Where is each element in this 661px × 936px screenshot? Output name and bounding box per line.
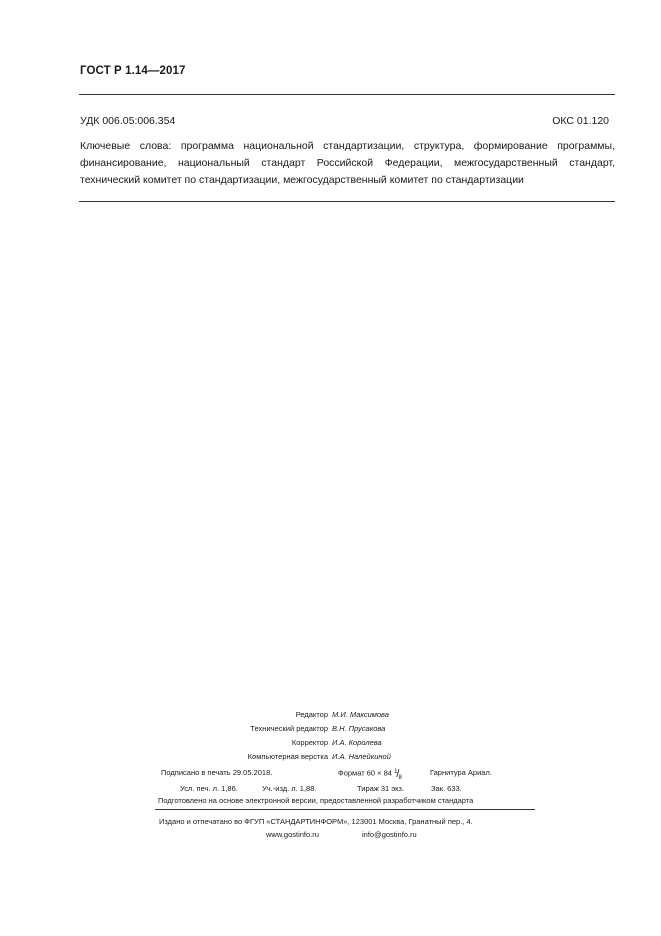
prepared-note: Подготовлено на основе электронной версии, предоставленной разработчиком стандарта <box>158 796 474 805</box>
publisher-website: www.gostinfo.ru <box>266 830 319 839</box>
edition-sheets: Уч.-изд. л. 1,88. <box>262 784 317 793</box>
publisher-line: Издано и отпечатано во ФГУП «СТАНДАРТИНФОРМ», 123001 Москва, Гранатный пер., 4. <box>159 817 473 826</box>
oks-code: ОКС 01.120 <box>552 115 609 127</box>
format-fraction: 1/8 <box>394 768 402 781</box>
credit-name: И.А. Королева <box>332 738 382 747</box>
printed-sheets: Усл. печ. л. 1,86. <box>180 784 238 793</box>
udk-code: УДК 006.05:006.354 <box>80 115 176 127</box>
credit-name: В.Н. Прусакова <box>332 724 386 733</box>
signed-date: Подписано в печать 29.05.2018. <box>161 768 273 777</box>
order-number: Зак. 633. <box>431 784 462 793</box>
credit-label: Корректор <box>291 738 328 747</box>
format-numerator: 1 <box>394 769 398 775</box>
paper-format <box>338 768 402 779</box>
keywords-label: Ключевые слова: <box>80 140 172 152</box>
format-denominator: 8 <box>398 775 402 781</box>
keywords-divider <box>79 201 615 202</box>
keywords-text: программа национальной стандартизации, структура, формирование программы, финансирование, национальный стандарт Российской Федерации, межгосударственный стандарт, технический комитет по стандартизации, межгосударственный комитет по стандартизации <box>80 140 615 186</box>
header-divider <box>79 94 615 95</box>
credit-label: Компьютерная верстка <box>247 752 328 761</box>
print-run: Тираж 31 экз. <box>357 784 405 793</box>
credit-label: Технический редактор <box>250 724 328 733</box>
publisher-email: info@gostinfo.ru <box>362 830 417 839</box>
standard-code: ГОСТ Р 1.14—2017 <box>80 65 186 77</box>
credit-name: М.И. Максимова <box>332 710 389 719</box>
format-prefix: Формат 60 × 84 <box>338 768 392 778</box>
keywords-paragraph <box>80 138 615 189</box>
publisher-divider <box>155 809 535 810</box>
credit-name: И.А. Налейкиной <box>332 752 391 761</box>
credit-label: Редактор <box>295 710 328 719</box>
typeface: Гарнитура Ариал. <box>430 768 492 777</box>
